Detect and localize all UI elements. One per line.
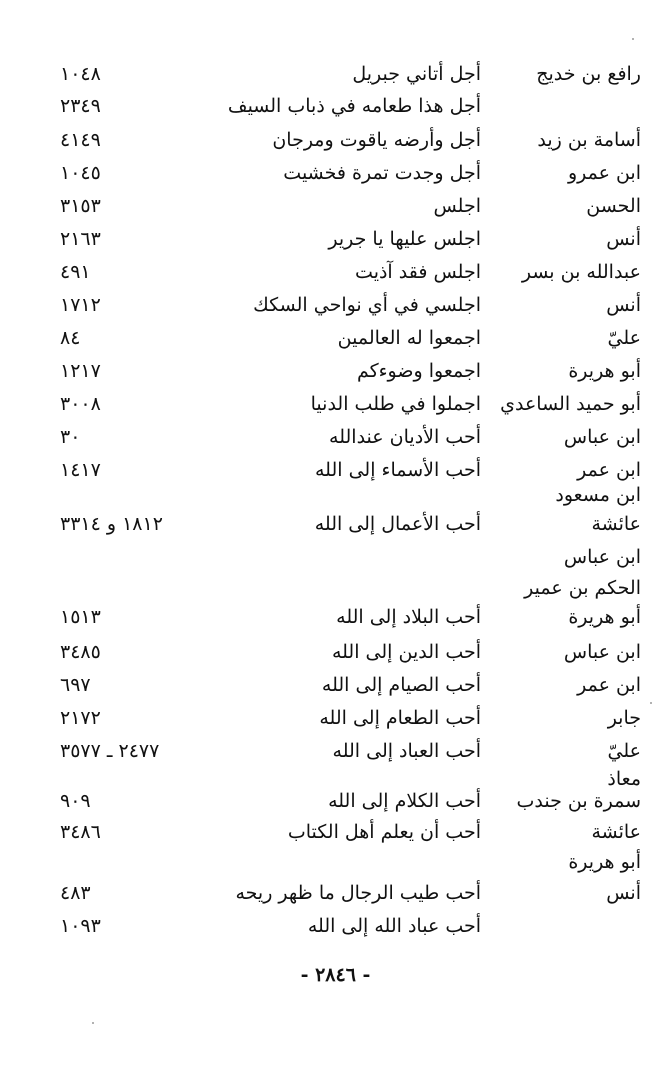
narrator-name: معاذ (607, 768, 641, 790)
index-row (0, 785, 671, 817)
index-row (0, 388, 671, 420)
hadith-opening: اجلس فقد آذيت (355, 261, 481, 283)
narrator-name: ابن عمر (577, 674, 641, 696)
hadith-number: ٦٩٧ (60, 674, 91, 696)
index-row (0, 322, 671, 354)
hadith-opening: أحب العباد إلى الله (332, 740, 481, 762)
narrator-name: عليّ (607, 740, 641, 762)
index-row (0, 702, 671, 734)
hadith-number: ١٠٤٥ (60, 162, 101, 184)
narrator-name: ابن عمرو (567, 162, 641, 184)
index-row (0, 816, 671, 848)
hadith-number: ١٠٤٨ (60, 63, 101, 85)
hadith-number: ٢١٧٢ (60, 707, 101, 729)
narrator-name: أسامة بن زيد (537, 129, 641, 151)
hadith-number: ١٠٩٣ (60, 915, 101, 937)
narrator-name: ابن عمر (577, 459, 641, 481)
hadith-opening: اجملوا في طلب الدنيا (310, 393, 481, 415)
hadith-opening: اجلس (433, 195, 481, 217)
hadith-opening: أحب الأسماء إلى الله (315, 459, 481, 481)
hadith-number: ٢١٦٣ (60, 228, 101, 250)
index-row (0, 124, 671, 156)
hadith-opening: اجمعوا وضوءكم (356, 360, 481, 382)
hadith-opening: أحب الطعام إلى الله (319, 707, 481, 729)
narrator-name: أبو حميد الساعدي (500, 393, 641, 415)
hadith-number: ٨٤ (60, 327, 81, 349)
hadith-number: ١٢١٧ (60, 360, 101, 382)
index-row (0, 58, 671, 90)
hadith-number: ٣٠ (60, 426, 81, 448)
narrator-name: جابر (607, 707, 641, 729)
narrator-name: ابن عباس (563, 641, 641, 663)
narrator-name: أنس (606, 882, 641, 904)
narrator-name: ابن عباس (563, 426, 641, 448)
narrator-name: عبدالله بن بسر (521, 261, 641, 283)
hadith-opening: أحب الصيام إلى الله (321, 674, 481, 696)
index-row (0, 223, 671, 255)
hadith-opening: أحب الأديان عندالله (329, 426, 481, 448)
hadith-number: ٢٤٧٧ ـ ٣٥٧٧ (60, 740, 160, 762)
hadith-opening: اجمعوا له العالمين (337, 327, 481, 349)
scan-speck (632, 38, 634, 40)
narrator-name: عليّ (607, 327, 641, 349)
hadith-opening: اجلسي في أي نواحي السكك (253, 294, 481, 316)
hadith-number: ١٨١٢ و ٣٣١٤ (60, 513, 163, 535)
narrator-name: أبو هريرة (568, 606, 641, 628)
index-row (0, 421, 671, 453)
index-row (0, 355, 671, 387)
index-row (0, 877, 671, 909)
hadith-opening: أحب الكلام إلى الله (328, 790, 481, 812)
narrator-name: أبو هريرة (568, 851, 641, 873)
index-row (0, 190, 671, 222)
narrator-name: أنس (606, 228, 641, 250)
hadith-number: ٤٨٣ (60, 882, 91, 904)
index-row (0, 256, 671, 288)
hadith-number: ١٧١٢ (60, 294, 101, 316)
hadith-opening: أجل وأرضه ياقوت ومرجان (272, 129, 481, 151)
hadith-opening: أحب طيب الرجال ما ظهر ريحه (235, 882, 481, 904)
narrator-name: ابن عباس (563, 546, 641, 568)
hadith-number: ١٥١٣ (60, 606, 101, 628)
hadith-opening: اجلس عليها يا جرير (328, 228, 481, 250)
hadith-opening: أحب البلاد إلى الله (336, 606, 481, 628)
hadith-number: ٣٤٨٦ (60, 821, 101, 843)
narrator-name: الحسن (586, 195, 641, 217)
hadith-number: ٣٠٠٨ (60, 393, 101, 415)
hadith-number: ١٤١٧ (60, 459, 101, 481)
narrator-name: أنس (606, 294, 641, 316)
hadith-number: ٤١٤٩ (60, 129, 101, 151)
hadith-opening: أحب أن يعلم أهل الكتاب (287, 821, 481, 843)
hadith-number: ٤٩١ (60, 261, 91, 283)
index-row (0, 157, 671, 189)
hadith-number: ٣٤٨٥ (60, 641, 101, 663)
index-row (0, 90, 671, 122)
narrator-name: الحكم بن عمير (524, 577, 641, 599)
index-row (0, 508, 671, 540)
hadith-opening: أحب عباد الله إلى الله (307, 915, 481, 937)
index-row (0, 479, 671, 511)
index-row (0, 572, 671, 604)
index-row (0, 669, 671, 701)
index-row (0, 541, 671, 573)
scan-speck (92, 1022, 94, 1024)
hadith-number: ٩٠٩ (60, 790, 91, 812)
index-row (0, 910, 671, 942)
hadith-number: ٣١٥٣ (60, 195, 101, 217)
index-row (0, 636, 671, 668)
hadith-opening: أحب الأعمال إلى الله (314, 513, 481, 535)
scan-speck (650, 702, 652, 704)
narrator-name: رافع بن خديج (536, 63, 641, 85)
narrator-name: ابن مسعود (555, 484, 641, 506)
index-row (0, 846, 671, 878)
narrator-name: عائشة (591, 513, 641, 535)
index-row (0, 601, 671, 633)
hadith-opening: أحب الدين إلى الله (331, 641, 481, 663)
page-number: - ٢٨٤٦ - (300, 964, 371, 986)
hadith-opening: أجل وجدت تمرة فخشيت (283, 162, 481, 184)
narrator-name: عائشة (591, 821, 641, 843)
narrator-name: سمرة بن جندب (516, 790, 641, 812)
narrator-name: أبو هريرة (568, 360, 641, 382)
hadith-opening: أجل أتاني جبريل (352, 63, 481, 85)
hadith-number: ٢٣٤٩ (60, 95, 101, 117)
hadith-opening: أجل هذا طعامه في ذباب السيف (227, 95, 481, 117)
index-row (0, 289, 671, 321)
